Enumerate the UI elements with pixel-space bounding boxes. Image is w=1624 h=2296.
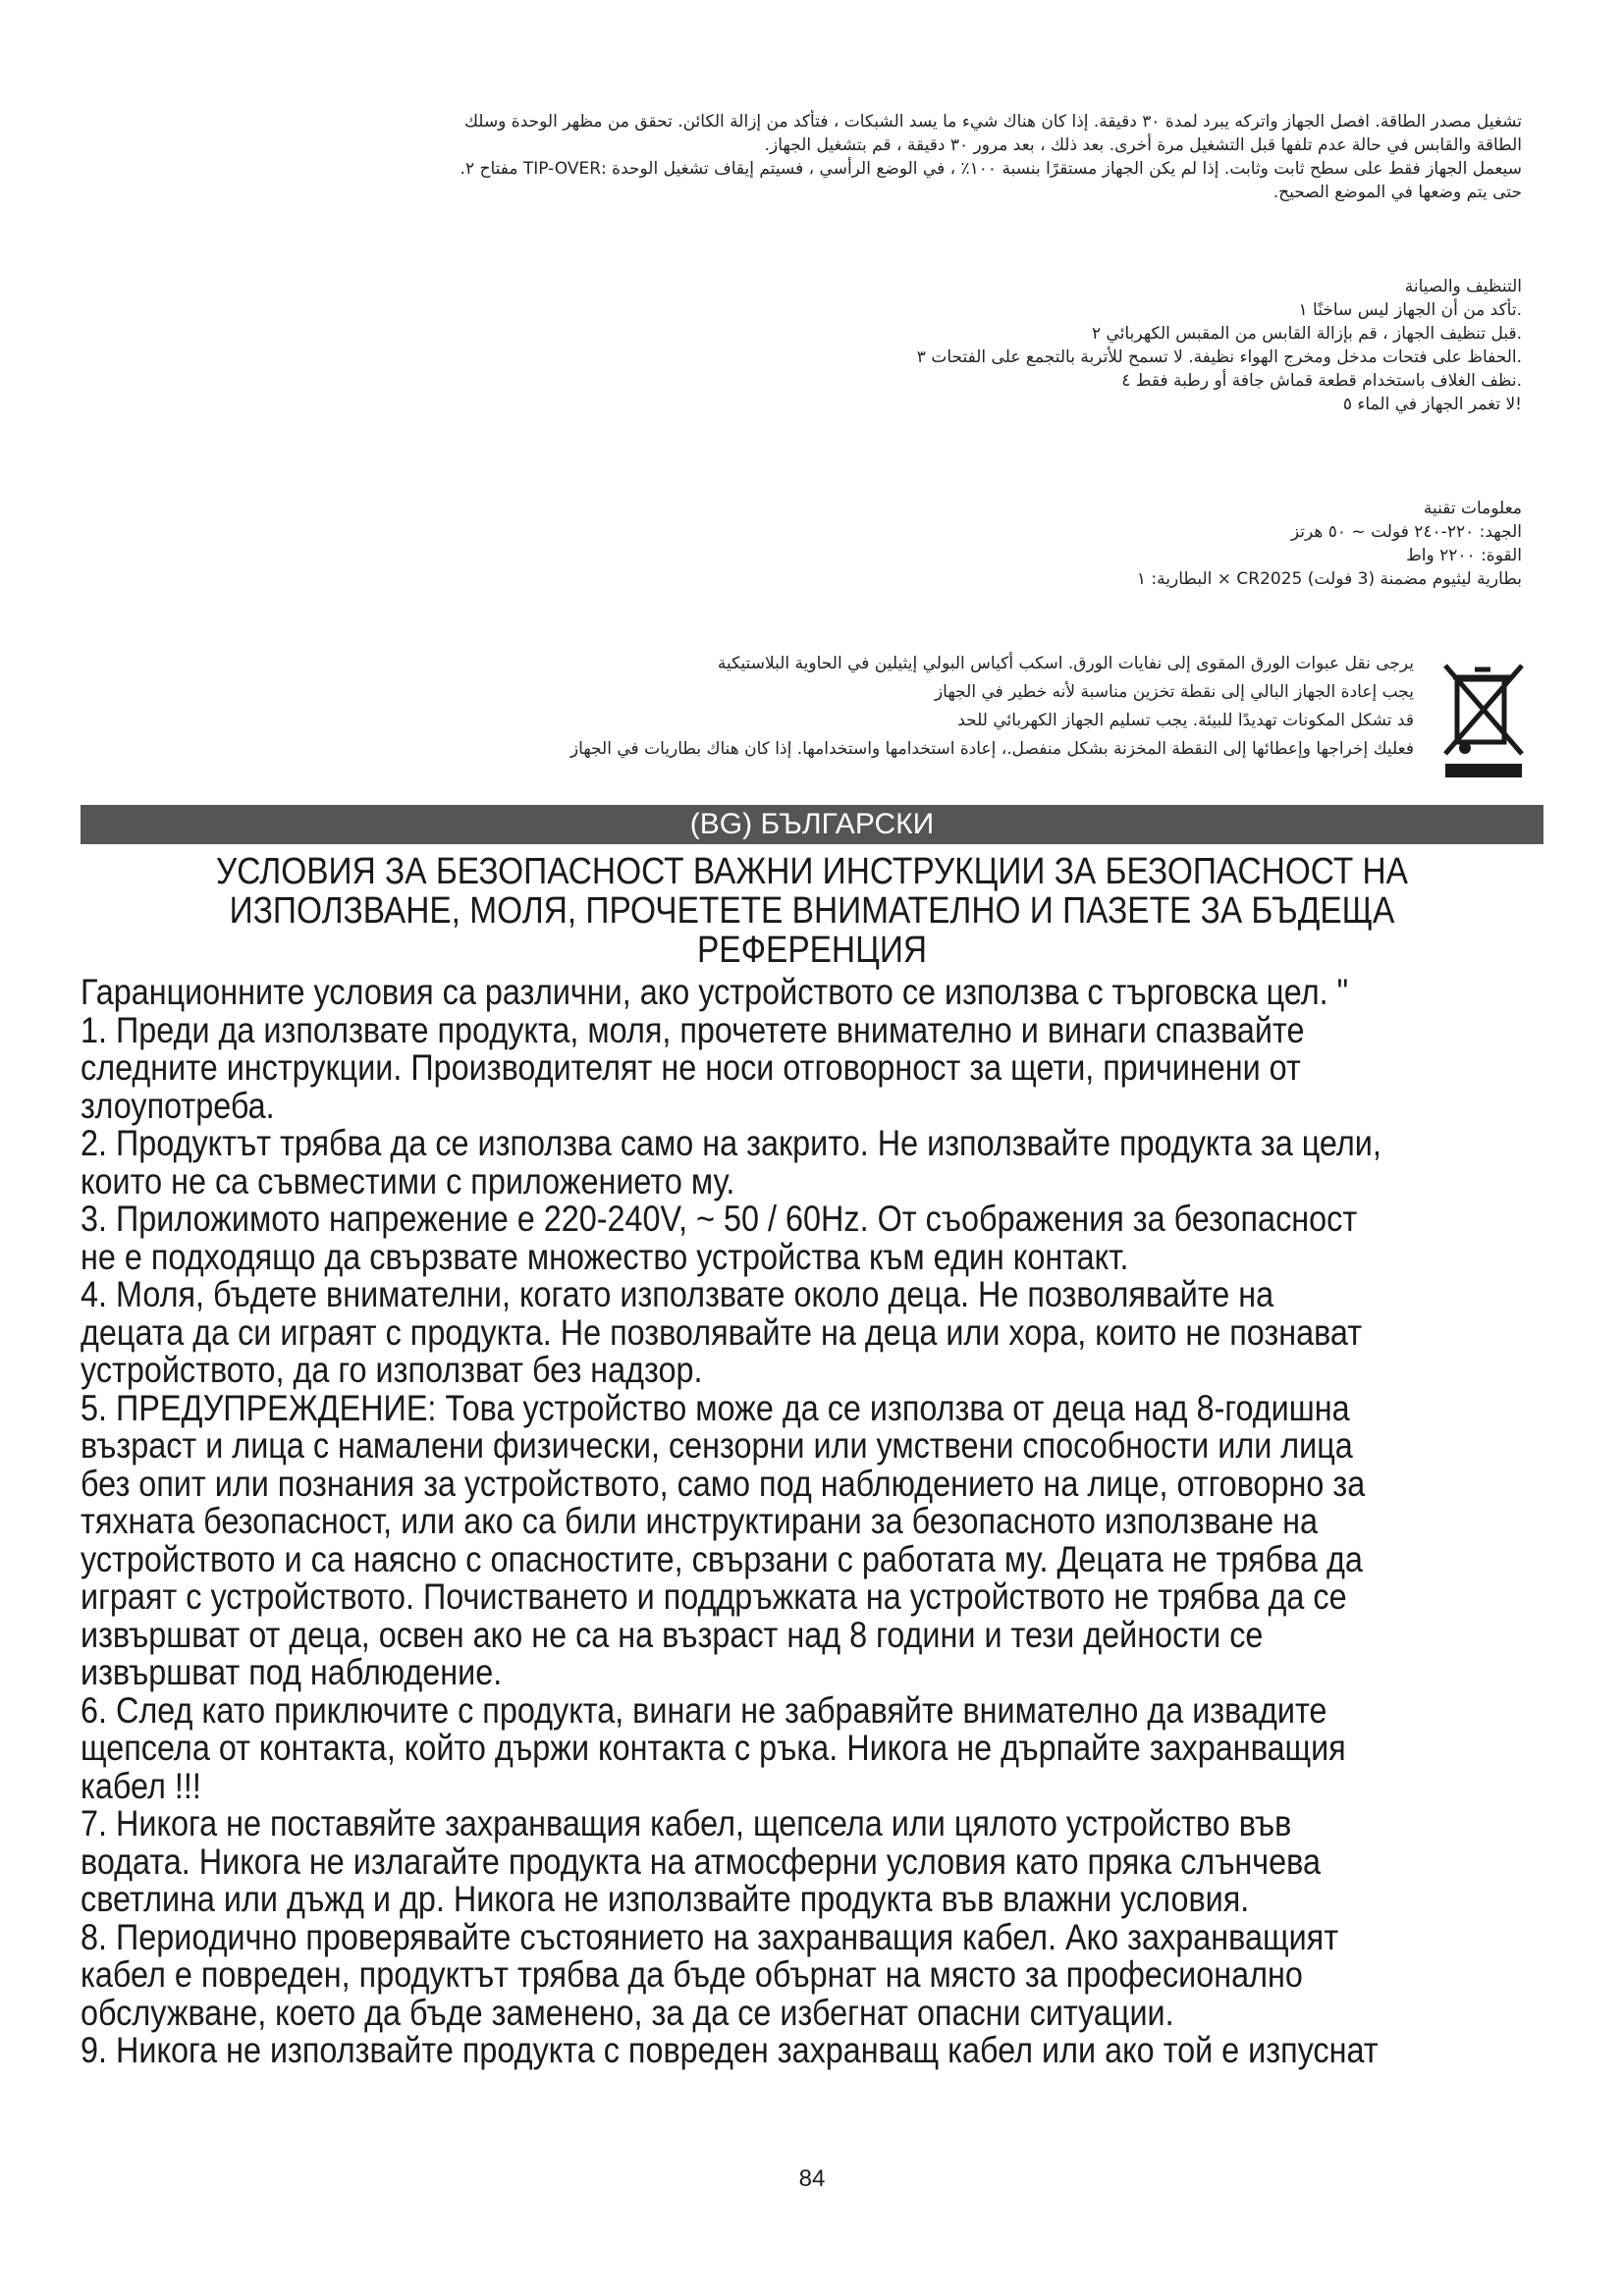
arabic-line: .قبل تنظيف الجهاز ، قم بإزالة القابس من المقبس الكهربائي ٢ xyxy=(1091,324,1522,344)
arabic-line: فعليك إخراجها وإعطائها إلى النقطة المخزنة بشكل منفصل.، إعادة استخدامها واستخدامها. إذا كان هناك بطاريات في الجهاز xyxy=(569,739,1414,759)
instruction-line: светлина или дъжд и др. Никога не използвайте продукта във влажни условия. xyxy=(81,1879,1250,1919)
instruction-line: водата. Никога не излагайте продукта на атмосферни условия като пряка слънчева xyxy=(81,1841,1322,1882)
instruction-line: децата да си играят с продукта. Не позволявайте на деца или хора, които не познават xyxy=(81,1311,1363,1353)
arabic-line: .نظف الغلاف باستخدام قطعة قماش جافة أو رطبة فقط ٤ xyxy=(1121,371,1522,391)
arabic-line: يجب إعادة الجهاز البالي إلى نقطة تخزين مناسبة لأنه خطير في الجهاز xyxy=(934,682,1414,702)
instruction-line: 5. ПРЕДУПРЕЖДЕНИЕ: Това устройство може да се използва от деца над 8-годишна xyxy=(81,1387,1350,1428)
page-number: 84 xyxy=(798,2165,826,2192)
instruction-line: играят с устройството. Почистването и поддръжката на устройството не трябва да се xyxy=(81,1576,1347,1617)
instruction-line: устройството, да го използват без надзор. xyxy=(81,1350,703,1390)
instruction-line: 2. Продуктът трябва да се използва само на закрито. Не използвайте продукта за цели, xyxy=(81,1123,1381,1163)
instruction-line: 8. Периодично проверявайте състоянието на захранващия кабел. Ако захранващият xyxy=(81,1916,1339,1957)
arabic-cleaning-heading: التنظيف والصيانة xyxy=(1404,277,1522,296)
arabic-cleaning-section xyxy=(88,275,1522,416)
crossed-out-wheelie-bin-icon xyxy=(1435,656,1534,783)
instruction-line: устройството и са наясно с опасностите, свързани с работата му. Децата не трябва да xyxy=(81,1538,1363,1579)
instruction-line: злоупотреба. xyxy=(81,1085,275,1126)
instruction-line: не е подходящо да свързвате множество устройства към един контакт. xyxy=(81,1236,1129,1277)
arabic-line: .الحفاظ على فتحات مدخل ومخرج الهواء نظيفة. لا تسمح للأتربة بالتجمع على الفتحات ٣ xyxy=(916,347,1522,367)
language-section-bar: (BG) БЪЛГАРСКИ xyxy=(81,805,1543,844)
instruction-line: извършват под наблюдение. xyxy=(81,1652,503,1692)
instruction-line: възраст и лица с намалени физически, сензорни или умствени способности или лица xyxy=(81,1425,1353,1466)
instruction-line: 7. Никога не поставяйте захранващия кабел, щепсела или цялото устройство във xyxy=(81,1803,1292,1843)
safety-title xyxy=(168,852,1455,970)
arabic-line: قد تشكل المكونات تهديدًا للبيئة. يجب تسليم الجهاز الكهربائي للحد xyxy=(957,711,1414,730)
instruction-line: извършват от деца, освен ако не са на възраст над 8 години и тези дейности се xyxy=(81,1614,1264,1655)
title-line: РЕФЕРЕНЦИЯ xyxy=(696,930,928,971)
instruction-line: 9. Никога не използвайте продукта с повреден захранващ кабел или ако той е изпуснат xyxy=(81,2030,1379,2070)
instruction-line: без опит или познания за устройството, само под наблюдението на лице, отговорно за xyxy=(81,1463,1366,1504)
arabic-line: تشغيل مصدر الطاقة. افصل الجهاز واتركه يبرد لمدة ٣٠ دقيقة. إذا كان هناك شيء ما يسد الشبكات ، فتأكد من إزالة الكائن. تحقق من مظهر الوحدة وسلك xyxy=(463,112,1522,132)
arabic-line: حتى يتم وضعها في الموضع الصحيح. xyxy=(1272,183,1522,202)
title-line: ИЗПОЛЗВАНЕ, МОЛЯ, ПРОЧЕТЕТЕ ВНИМАТЕЛНО И ПАЗЕТЕ ЗА БЪДЕЩА xyxy=(229,890,1395,932)
title-line: УСЛОВИЯ ЗА БЕЗОПАСНОСТ ВАЖНИ ИНСТРУКЦИИ ЗА БЕЗОПАСНОСТ НА xyxy=(216,851,1408,892)
arabic-line: يرجى نقل عبوات الورق المقوى إلى نفايات الورق. اسكب أكياس البولي إيثيلين في الحاوية البلاستيكية xyxy=(717,654,1414,673)
arabic-technical-heading: معلومات تقنية xyxy=(1423,499,1522,518)
arabic-line: !لا تغمر الجهاز في الماء ٥ xyxy=(1342,395,1522,414)
instruction-line: 1. Преди да използвате продукта, моля, прочетете внимателно и винаги спазвайте xyxy=(81,1009,1305,1050)
instruction-line: кабел !!! xyxy=(81,1765,201,1806)
arabic-line: سيعمل الجهاز فقط على سطح ثابت وثابت. إذا لم يكن الجهاز مستقرًا بنسبة ١٠٠٪ ، في الوضع الرأسي ، فسيتم إيقاف تشغيل الوحدة :TIP-OVER مفتاح ٢. xyxy=(460,159,1522,179)
arabic-intro-section xyxy=(88,110,1522,204)
instruction-line: щепсела от контакта, който държи контакта с ръка. Никога не дърпайте захранващия xyxy=(81,1728,1346,1768)
safety-instructions-body xyxy=(81,974,1549,2070)
arabic-line: القوة: ٢٢٠٠ واط xyxy=(1406,546,1522,565)
instruction-line: кабел е повреден, продуктът трябва да бъде обърнат на място за професионално xyxy=(81,1954,1303,1995)
instruction-line: Гаранционните условия са различни, ако устройството се използва с търговска цел. " xyxy=(81,972,1349,1012)
arabic-line: الجهد: ٢٢٠-٢٤٠ فولت ~ ٥٠ هرتز xyxy=(1290,522,1522,542)
instruction-line: които не са съвместими с приложението му. xyxy=(81,1160,735,1201)
arabic-line: بطارية ليثيوم مضمنة (3 فولت) CR2025 × البطارية: ١ xyxy=(1136,569,1522,589)
arabic-disposal-section xyxy=(88,650,1414,764)
instruction-line: 6. След като приключите с продукта, винаги не забравяйте внимателно да извадите xyxy=(81,1689,1327,1731)
instruction-line: следните инструкции. Производителят не носи отговорност за щети, причинени от xyxy=(81,1047,1301,1088)
instruction-line: обслужване, което да бъде заменено, за да се избегнат опасни ситуации. xyxy=(81,1992,1174,2033)
instruction-line: 3. Приложимото напрежение е 220-240V, ~ 50 / 60Hz. От съображения за безопасност xyxy=(81,1199,1358,1239)
arabic-line: الطاقة والقابس في حالة عدم تلفها قبل التشغيل مرة أخرى. بعد ذلك ، بعد مرور ٣٠ دقيقة ، قم بتشغيل الجهاز. xyxy=(764,135,1522,155)
instruction-line: 4. Моля, бъдете внимателни, когато използвате около деца. Не позволявайте на xyxy=(81,1274,1274,1314)
instruction-line: тяхната безопасност, или ако са били инструктирани за безопасното използване на xyxy=(81,1501,1319,1541)
arabic-technical-section xyxy=(88,497,1522,591)
arabic-line: .تأكد من أن الجهاز ليس ساخنًا ١ xyxy=(1298,300,1522,320)
